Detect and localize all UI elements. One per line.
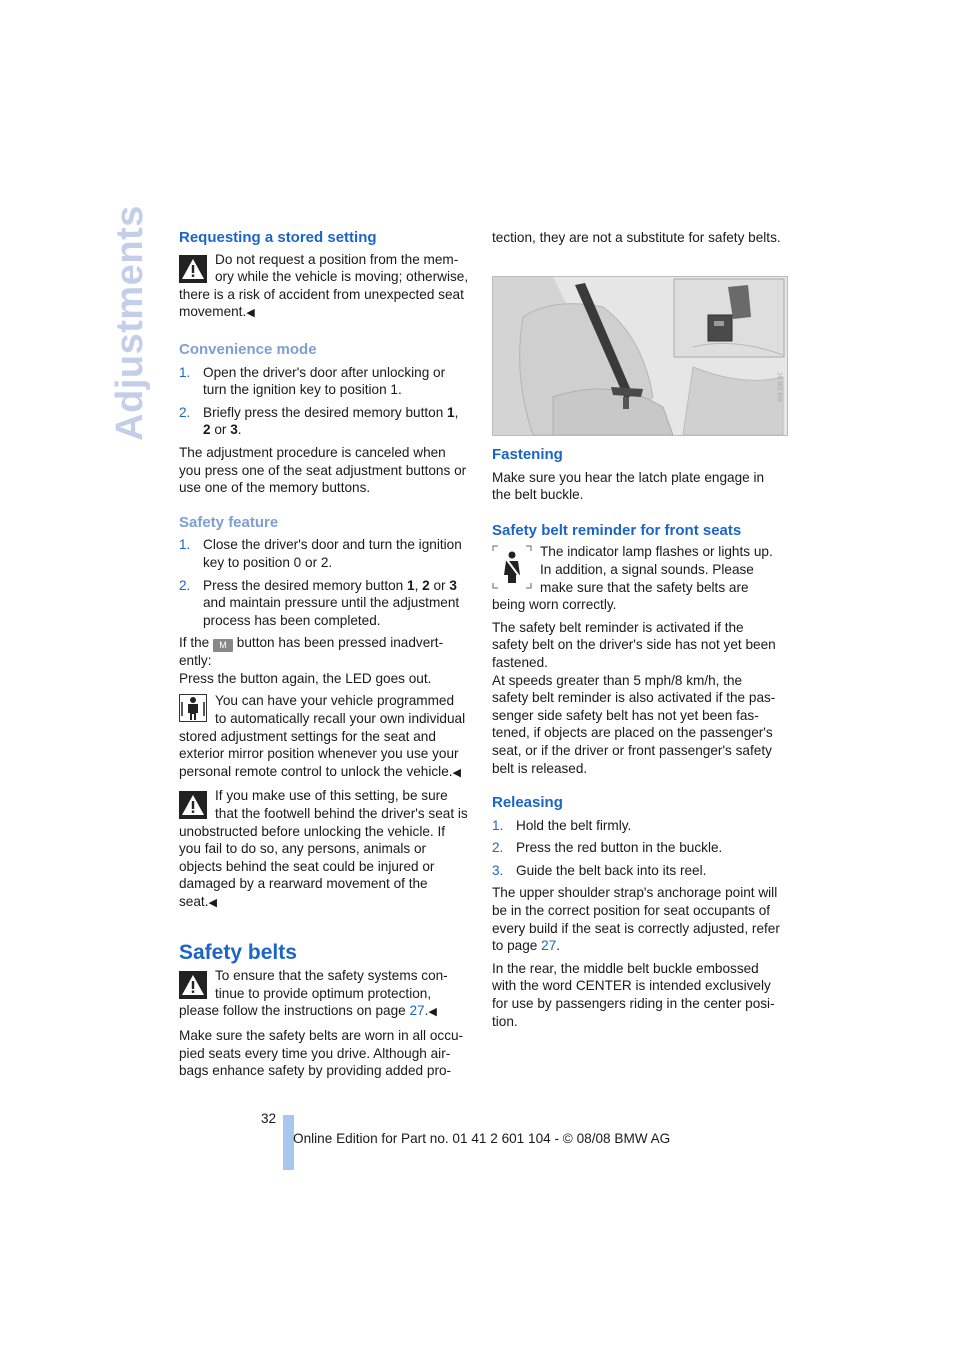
image-code: W4 0M 0C xyxy=(777,371,784,402)
warning-icon xyxy=(179,791,207,819)
button-number: 2 xyxy=(203,422,211,438)
paragraph: In the rear, the middle belt buckle embossed with the word CENTER is intended exclusively for use by passengers riding in the center posi-tion. xyxy=(492,960,775,1029)
paragraph: At speeds greater than 5 mph/8 km/h, the safety belt reminder is also activated if the pas-senger side safety belt has not yet been fas-tened, if objects are placed on the passenger's seat, or if the driver or front passenger's safety belt is released. xyxy=(492,672,776,776)
step-text: Press the red button in the buckle. xyxy=(516,840,723,856)
step-number: 1. xyxy=(492,817,504,833)
step-text: Open the driver's door after unlocking or turn the ignition key to position 1. xyxy=(203,364,446,398)
button-number: 3 xyxy=(230,422,238,438)
info-block xyxy=(179,692,469,782)
right-column xyxy=(492,229,782,247)
convenience-steps xyxy=(179,364,469,439)
button-number: 3 xyxy=(449,577,457,593)
button-number: 1 xyxy=(407,577,415,593)
step-text: Close the driver's door and turn the ignition key to position 0 or 2. xyxy=(203,537,462,570)
end-mark-icon: ◀ xyxy=(208,897,217,909)
warning-text: . xyxy=(424,1003,429,1019)
end-mark-icon: ◀ xyxy=(452,766,462,779)
step-text: or xyxy=(429,577,450,593)
indicator-block xyxy=(492,543,782,613)
memory-button-icon: M xyxy=(213,639,233,652)
heading-convenience: Convenience mode xyxy=(179,340,317,358)
step-text: , xyxy=(454,404,459,420)
button-number: 1 xyxy=(447,404,455,420)
service-info-icon xyxy=(179,694,207,722)
seat-belt-photo xyxy=(492,276,788,436)
heading-safety-belts: Safety belts xyxy=(179,940,297,964)
step-number: 1. xyxy=(179,364,191,380)
end-mark-icon: ◀ xyxy=(246,307,255,320)
step-number: 1. xyxy=(179,537,191,553)
footer-text: Online Edition for Part no. 01 41 2 601 104 - © 08/08 BMW AG xyxy=(293,1131,671,1146)
step-text: Guide the belt back into its reel. xyxy=(516,862,707,878)
heading-requesting: Requesting a stored setting xyxy=(179,229,377,246)
paragraph: The adjustment procedure is canceled when you press one of the seat adjustment buttons or use one of the memory buttons. xyxy=(179,444,467,496)
section-tab xyxy=(105,205,157,441)
text: If the xyxy=(179,635,210,651)
warning-text: If you make use of this setting, be sure that the footwell behind the driver's seat is unobstructed before unlocking the vehicle. If you fail to do so, any persons, animals or objects behind the seat could be injured or damaged by a rearward movement of the seat. xyxy=(179,788,468,909)
text: . xyxy=(556,938,561,954)
paragraph: tection, they are not a substitute for safety belts. xyxy=(492,230,781,245)
step-number: 2. xyxy=(179,577,191,593)
list-item xyxy=(179,577,469,630)
list-item xyxy=(179,536,469,571)
info-text: You can have your vehicle programmed to automatically recall your own individual stored adjustment settings for the seat and exterior mirror position whenever you use your personal remote control to unlock the vehicle. xyxy=(179,693,466,779)
list-item xyxy=(179,404,469,439)
right-column-body xyxy=(492,446,782,1030)
button-number: 2 xyxy=(422,577,430,593)
page-link[interactable]: 27 xyxy=(409,1003,425,1019)
seat-belt-indicator-icon xyxy=(492,545,532,589)
paragraph: Make sure the safety belts are worn in all occu-pied seats every time you drive. Although air-bags enhance safety by providing added pro- xyxy=(179,1027,464,1079)
list-item xyxy=(492,817,782,835)
releasing-steps xyxy=(492,817,782,880)
list-item xyxy=(492,862,782,880)
step-text: or xyxy=(210,422,231,438)
step-number: 2. xyxy=(179,404,191,420)
safety-feature-steps xyxy=(179,536,469,629)
step-text: . xyxy=(237,422,242,438)
end-mark-icon: ◀ xyxy=(428,1006,437,1019)
page-link[interactable]: 27 xyxy=(541,938,557,954)
page-number: 32 xyxy=(261,1111,277,1126)
list-item xyxy=(492,839,782,857)
step-text: Press the desired memory button xyxy=(203,577,407,593)
left-column xyxy=(179,229,469,1080)
list-item xyxy=(179,364,469,399)
step-number: 3. xyxy=(492,862,504,878)
warning-icon xyxy=(179,255,207,283)
paragraph xyxy=(492,884,782,954)
paragraph: Press the button again, the LED goes out. xyxy=(179,670,432,686)
warning-block xyxy=(179,787,469,912)
warning-block xyxy=(179,251,469,323)
step-number: 2. xyxy=(492,840,504,856)
section-tab-label: Adjustments xyxy=(109,205,152,441)
step-text: Briefly press the desired memory button xyxy=(203,404,448,420)
step-text: and maintain pressure until the adjustment process has been completed. xyxy=(203,595,460,628)
paragraph: The safety belt reminder is activated if the safety belt on the driver's side has not yet been fastened. xyxy=(492,619,776,670)
warning-text: To ensure that the safety systems con-tinue to provide optimum protection, please follow the instructions on page xyxy=(179,968,448,1019)
step-text: , xyxy=(414,577,423,593)
paragraph xyxy=(179,634,469,670)
warning-block xyxy=(179,967,469,1022)
warning-text: Do not request a position from the mem-ory while the vehicle is moving; otherwise, there is a risk of accident from unexpected seat movement. xyxy=(179,251,469,320)
heading-fastening: Fastening xyxy=(492,446,563,463)
text: button has been pressed inadvert-ently: xyxy=(179,635,444,669)
step-text: Hold the belt firmly. xyxy=(516,817,632,833)
warning-icon xyxy=(179,971,207,999)
paragraph: Make sure you hear the latch plate engage in the belt buckle. xyxy=(492,469,765,503)
heading-safety-feature: Safety feature xyxy=(179,513,279,531)
heading-releasing: Releasing xyxy=(492,794,563,812)
text: The upper shoulder strap's anchorage point will be in the correct position for seat occupants of every build if the seat is correctly adjusted, refer to page xyxy=(492,885,780,954)
heading-belt-reminder: Safety belt reminder for front seats xyxy=(492,521,742,539)
paragraph: The indicator lamp flashes or lights up. In addition, a signal sounds. Please make sure that the safety belts are being worn correctly. xyxy=(492,544,773,613)
